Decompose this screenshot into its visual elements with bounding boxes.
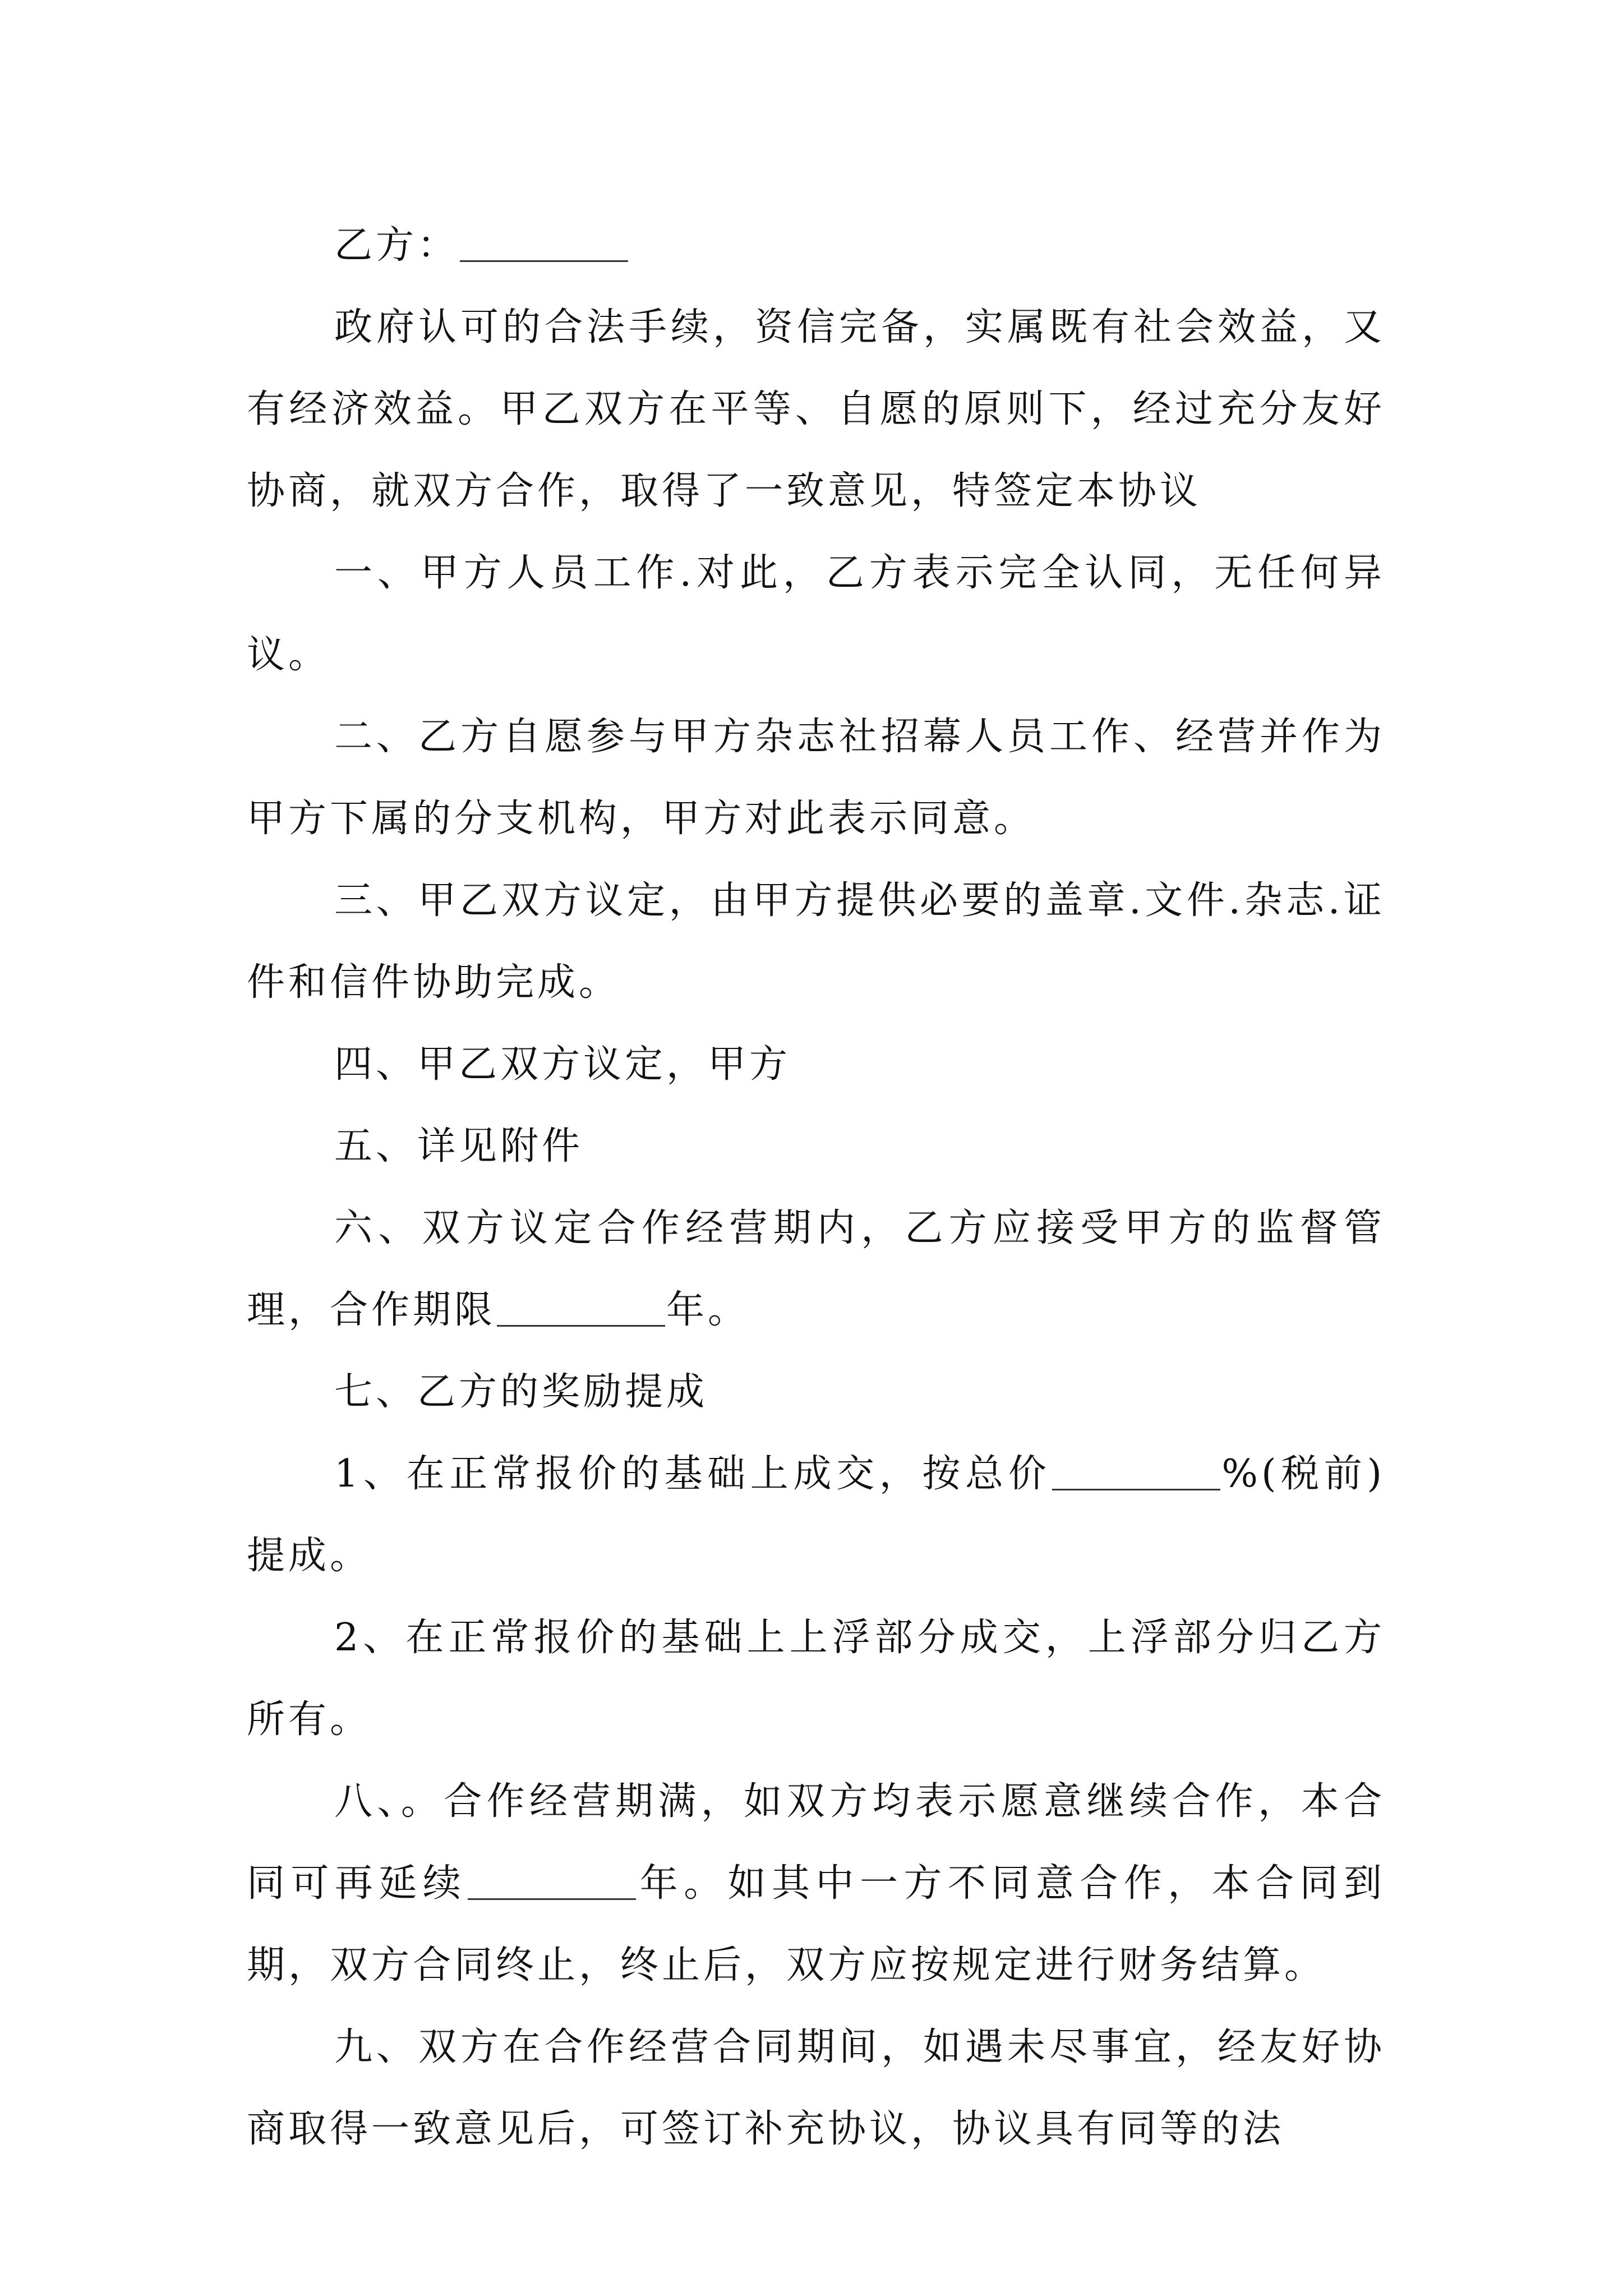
clause-6 [247, 1188, 1385, 1351]
clause-8 [247, 1761, 1385, 2007]
clause-2: 二、乙方自愿参与甲方杂志社招幕人员工作、经营并作为甲方下属的分支机构，甲方对此表示同意。 [247, 715, 1385, 841]
clause-9: 九、双方在合作经营合同期间，如遇未尽事宜，经友好协商取得一致意见后，可签订补充协议，协议具有同等的法 [247, 2025, 1385, 2151]
document-body [247, 205, 1385, 2170]
item-1-text-a: 1、在正常报价的基础上成交，按总价 [334, 1452, 1052, 1496]
clause-1: 一、甲方人员工作.对此，乙方表示完全认同，无任何异议。 [247, 551, 1385, 677]
clause-6-text-a: 六、双方议定合作经营期内，乙方应接受甲方的监督管理，合作期限 [247, 1206, 1385, 1332]
party-b-line [247, 205, 1385, 287]
commission-percent-blank [1052, 1451, 1220, 1490]
clause-8-text-a: 八、。合作经营期满，如双方均表示愿意继续合作，本合同可再延续 [247, 1779, 1385, 1906]
item-2: 2、在正常报价的基础上上浮部分成交，上浮部分归乙方所有。 [247, 1616, 1385, 1742]
clause-5: 五、详见附件 [334, 1124, 584, 1168]
clause-7: 七、乙方的奖励提成 [334, 1370, 708, 1414]
cooperation-term-blank [497, 1287, 665, 1327]
party-b-label: 乙方： [334, 223, 459, 268]
clause-6-text-b: 年。 [666, 1288, 750, 1332]
intro-paragraph: 政府认可的合法手续，资信完备，实属既有社会效益，又有经济效益。甲乙双方在平等、自愿的原则下，经过充分友好协商，就双方合作，取得了一致意见，特签定本协议 [247, 305, 1385, 513]
clause-8-text-b: 年。如其中一方不同意合作，本合同到期，双方合同终止，终止后，双方应按规定进行财务结算。 [247, 1861, 1385, 1987]
party-b-blank [460, 222, 628, 262]
item-1-text-b: %(税前)提成。 [247, 1452, 1385, 1578]
renewal-term-blank [468, 1860, 636, 1900]
clause-4: 四、甲乙双方议定，甲方 [334, 1042, 791, 1087]
clause-3: 三、甲乙双方议定，由甲方提供必要的盖章.文件.杂志.证件和信件协助完成。 [247, 878, 1385, 1005]
item-1 [247, 1433, 1385, 1597]
